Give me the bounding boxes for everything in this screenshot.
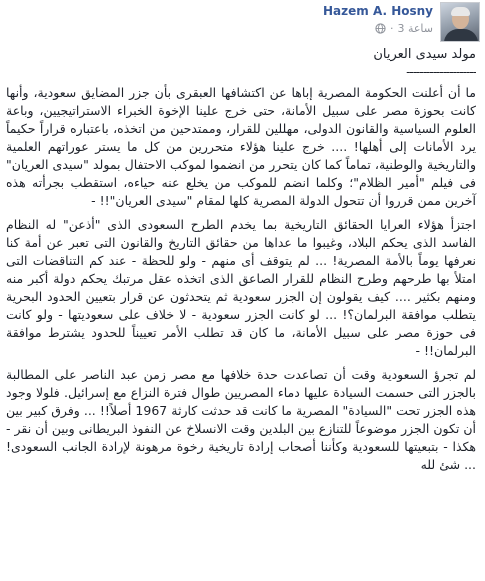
- author-name-link[interactable]: Hazem A. Hosny: [323, 4, 433, 18]
- post-paragraph-1: ما أن أعلنت الحكومة المصرية إباها عن اكتشافها العبقرى بأن جزر المضايق سعودية، وأنها كانت بحوزة مصر على سبيل الأمانة، حتى خرج علينا الإخوة الخبراء الاستراتيجيين، وباعة العلوم السياسية والقانون الدولى، مهللين للقرار، وممتدحين من اتخذه، باعتباره قراراً حكيماً يرد الأمانات إلى أهلها! .... خرج علينا هؤلاء متحررين من كل ما يستر عوراتهم العلمية والتاريخية والوطنية، تماماً كما كان يتحرر من انضموا لموكب الاحتفال بمولد "سيدى العريان" فى فيلم "أمير الظلام"؛ وكلما انضم للموكب من يخلع عنه حياءه، استقطب بجرأته هذه آخرين ممن قرروا أن تتحول الدولة المصرية كلها لمقام "سيدى العريان"!! -: [6, 85, 476, 208]
- post-body: [6, 46, 476, 480]
- post-paragraph-2: اجتزأ هؤلاء العرايا الحقائق التاريخية بما يخدم الطرح السعودى الذى "أذعن" له النظام الفاسد الذى يحكم البلاد، وغيبوا ما عداها من حقائق التاريخ والقانون التى تعبر عن أمة كنا نعرفها يوماً بالأمة المصرية! ... لم يتوقف أى منهم - ولو للحظة - عند كم التناقضات التى امتلأ بها طرحهم وطرح النظام للقرار الصاعق الذى اتخذه عقل مرتبك يحكم دولة أكبر منه ومنهم بكثير .... كيف يقولون إن الجزر سعودية ثم يتحدثون عن قرار بتعيين الحدود البحرية يتطلب موافقة البرلمان؟! ... لو كانت الجزر سعودية - لا خلاف على سعوديتها - ولو كانت فى حوزة مصر على سبيل الأمانة، ما كان قد تطلب الأمر تعييناً للحدود يشترط موافقة البرلمان!! -: [6, 217, 476, 358]
- post-timestamp-link[interactable]: 3 ساعة: [397, 22, 433, 35]
- post-paragraph-3: لم تجرؤ السعودية وقت أن تصاعدت حدة خلافها مع مصر زمن عبد الناصر على المطالبة بالجزر التى حسمت السيادة عليها دماء المصريين طوال فترة النزاع مع إسرائيل. فلولا وجود هذه الجزر تحت "السيادة" المصرية ما كانت قد حدثت كارثة 1967 أصلاً!! ... وفرق كبير بين أن تكون الجزر موضوعاً للتنازع بين البلدين وقت الانسلاخ عن النفوذ البريطانى وبين أن نقر - هكذا - بتبعيتها للسعودية وكأننا أصحاب إرادة تاريخية رخوة مرهونة لإرادة الجانب السعودى! ... شئ لله: [6, 367, 476, 472]
- text-divider: ---------------------: [406, 66, 476, 78]
- post-header: [0, 0, 485, 44]
- post-meta: [375, 22, 433, 35]
- post-title: مولد سيدى العريان: [373, 47, 476, 62]
- meta-separator: ·: [389, 22, 394, 35]
- author-avatar[interactable]: [440, 2, 480, 42]
- globe-icon: [375, 23, 386, 34]
